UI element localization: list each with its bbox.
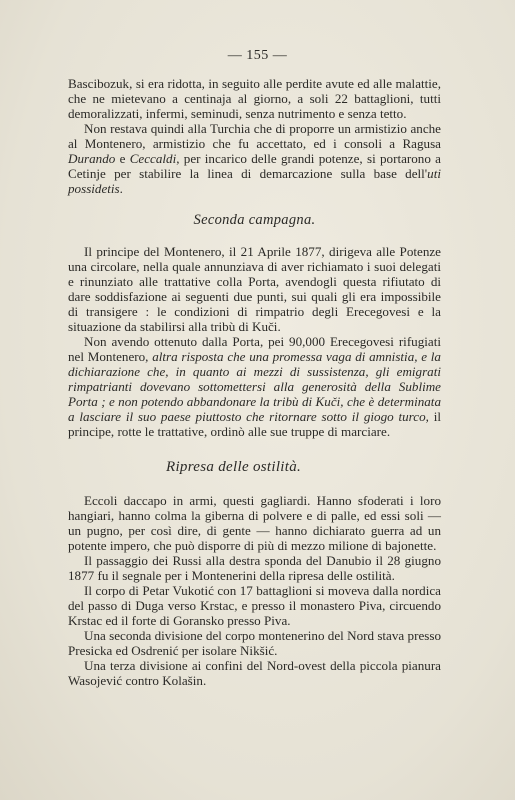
section-title-seconda-campagna: Seconda campagna. <box>193 212 316 228</box>
paragraph: Bascibozuk, si era ridotta, in seguito alle perdite avute ed alle malattie, che ne mietevano a centinaja al giorno, a soli 22 battaglioni, tutti demoralizzati, infermi, seminudi, senza nutrimento e senza tetto. <box>68 76 441 121</box>
paragraph-text: , per incarico delle grandi potenze, si portarono a Cetinje per stabilire la linea di demarcazione sulla base dell' <box>68 151 441 181</box>
paragraph <box>68 121 441 196</box>
paragraph-text: Non avendo ottenuto dalla Porta, pei 90,000 Erecegovesi rifugiati nel Montenero, <box>68 334 441 364</box>
paragraph: Il principe del Montenero, il 21 Aprile 1877, dirigeva alle Potenze una circolare, nella quale annunziava di aver richiamato i suoi delegati e rinunziato alle trattative colla Porta, avendogli questa rifiutato di dare soddisfazione ai seguenti due punti, sui quali gli era impossibile di transigere : le condizioni di rimpatrio degli Erecegovesi e la situazione da stabilirsi alla tribù di Kuči. <box>68 244 441 334</box>
quoted-italic-text: altra risposta che una promessa vaga di amnistia, e la dichiarazione che, in quanto ai mezzi di sussistenza, gli emigrati rimpatrianti dovevano sottomettersi alla generosità della Sublime Porta ; e non potendo abbandonare la tribù di Kuči, che è determinata a lasciare il suo paese piuttosto che ritornare sotto il giogo turco, <box>68 349 441 424</box>
paragraph-text: il principe, rotte le trattative, ordinò alle sue truppe di marciare. <box>68 409 441 439</box>
name-durando: Durando <box>68 151 116 166</box>
page-number: — 155 — <box>227 48 288 63</box>
paragraph: Eccoli daccapo in armi, questi gagliardi. Hanno sfoderati i loro hangiari, hanno colma la giberna di polvere e di palle, ed essi soli — un pugno, per così dire, di gente — hanno dichiarato guerra ad un potente impero, che può disporre di più di mezzo milione di bajonette. <box>68 493 441 553</box>
paragraph <box>68 334 441 439</box>
paragraph: Il passaggio dei Russi alla destra sponda del Danubio il 28 giugno 1877 fu il segnale per i Montenerini della ripresa delle ostilità. <box>68 553 441 583</box>
name-ceccaldi: Ceccaldi <box>129 151 177 166</box>
period: . <box>119 181 123 196</box>
paragraph: Il corpo di Petar Vukotić con 17 battaglioni si moveva dalla nordica del passo di Duga verso Krstac, e presso il monastero Piva, circuendo Krstac ed il forte di Goransko presso Piva. <box>68 583 441 628</box>
latin-phrase: uti possidetis <box>68 166 441 196</box>
paragraph: Una seconda divisione del corpo montenerino del Nord stava presso Presicka ed Osdrenić per isolare Nikšić. <box>68 628 441 658</box>
paragraph: Una terza divisione ai confini del Nord-ovest della piccola pianura Wasojević contro Kolašin. <box>68 658 441 688</box>
conjunction: e <box>115 151 130 166</box>
paragraph-text: Non restava quindi alla Turchia che di proporre un armistizio anche al Montenero, armistizio che fu accettato, ed i consoli a Ragusa <box>68 121 441 151</box>
section-title-ripresa: Ripresa delle ostilità. <box>166 459 302 475</box>
page-body <box>68 76 441 688</box>
